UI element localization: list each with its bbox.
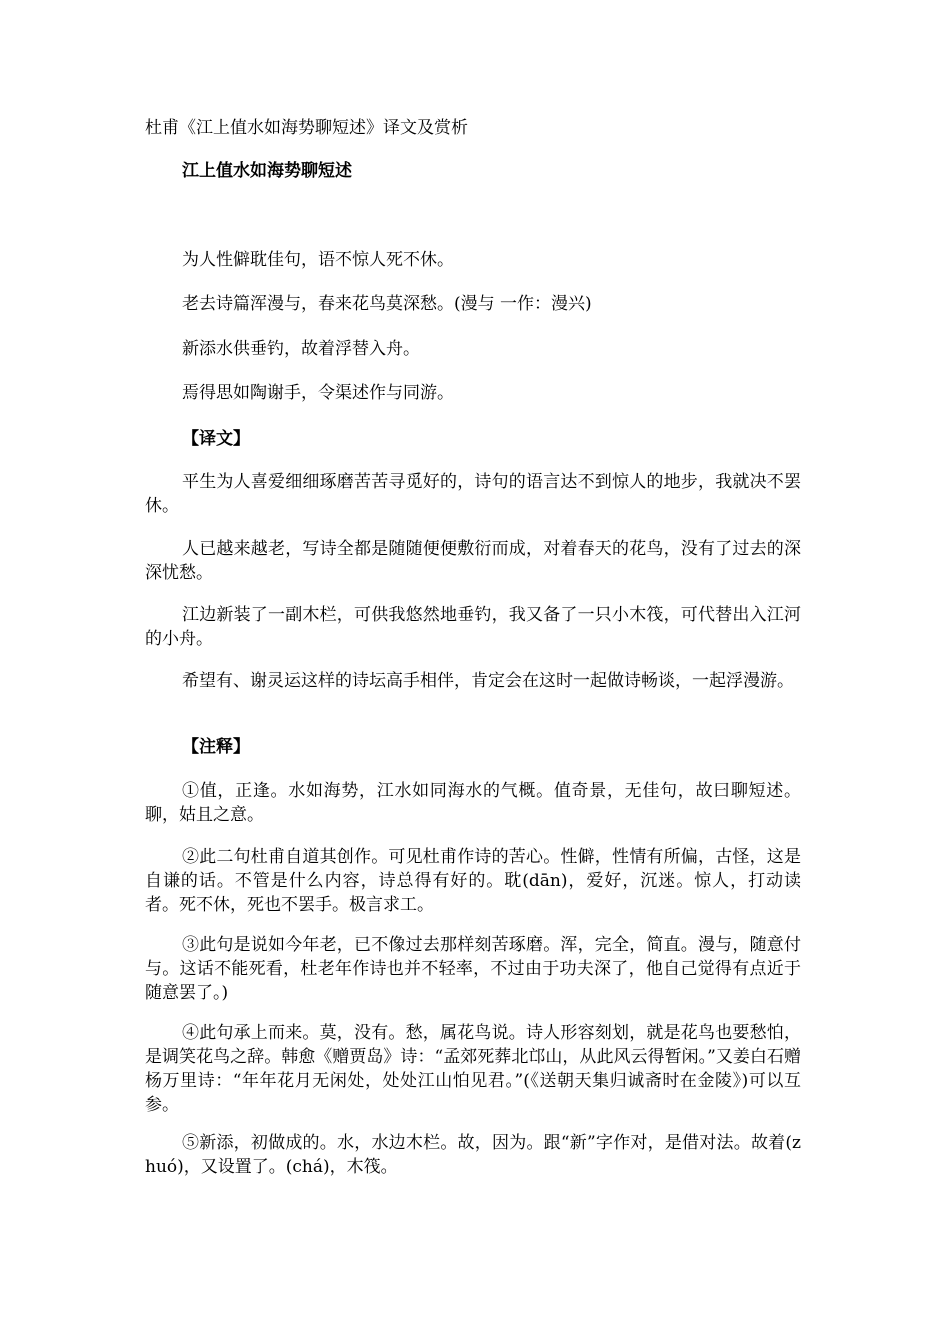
document-title: 杜甫《江上值水如海势聊短述》译文及赏析 <box>145 118 468 138</box>
poem-line: 焉得思如陶谢手，令渠述作与同游。 <box>182 383 454 403</box>
poem-title: 江上值水如海势聊短述 <box>182 161 352 181</box>
note-paragraph: ①值，正逢。水如海势，江水如同海水的气概。值奇景，无佳句，故曰聊短述。聊，姑且之意。 <box>145 781 801 825</box>
translation-heading: 【译文】 <box>182 429 250 449</box>
poem-line: 为人性僻耽佳句，语不惊人死不休。 <box>182 250 454 270</box>
translation-paragraph: 江边新装了一副木栏，可供我悠然地垂钓，我又备了一只小木筏，可代替出入江河的小舟。 <box>145 605 801 649</box>
translation-paragraph: 平生为人喜爱细细琢磨苦苦寻觅好的，诗句的语言达不到惊人的地步，我就决不罢休。 <box>145 472 801 516</box>
translation-paragraph: 人已越来越老，写诗全都是随随便便敷衍而成，对着春天的花鸟，没有了过去的深深忧愁。 <box>145 539 801 583</box>
note-paragraph: ③此句是说如今年老，已不像过去那样刻苦琢磨。浑，完全，简直。漫与，随意付与。这话不能死看，杜老年作诗也并不轻率，不过由于功夫深了，他自己觉得有点近于随意罢了。) <box>145 935 801 1003</box>
poem-line: 新添水供垂钓，故着浮替入舟。 <box>182 339 420 359</box>
note-paragraph: ⑤新添，初做成的。水，水边木栏。故，因为。跟“新”字作对，是借对法。故着(zhuó)，又设置了。(chá)，木筏。 <box>145 1133 801 1177</box>
translation-paragraph: 希望有、谢灵运这样的诗坛高手相伴，肯定会在这时一起做诗畅谈，一起浮漫游。 <box>182 671 794 691</box>
notes-heading: 【注释】 <box>182 737 250 757</box>
note-paragraph: ④此句承上而来。莫，没有。愁，属花鸟说。诗人形容刻划，就是花鸟也要愁怕，是调笑花鸟之辞。韩愈《赠贾岛》诗：“孟郊死葬北邙山，从此风云得暂闲。”又姜白石赠杨万里诗：“年年花月无闲处，处处江山怕见君。”(《送朝天集归诚斋时在金陵》)可以互参。 <box>145 1023 801 1115</box>
poem-line: 老去诗篇浑漫与，春来花鸟莫深愁。(漫与 一作：漫兴) <box>182 294 592 314</box>
note-paragraph: ②此二句杜甫自道其创作。可见杜甫作诗的苦心。性僻，性情有所偏，古怪，这是自谦的话。不管是什么内容，诗总得有好的。耽(dān)，爱好，沉迷。惊人，打动读者。死不休，死也不罢手。极言求工。 <box>145 847 801 915</box>
